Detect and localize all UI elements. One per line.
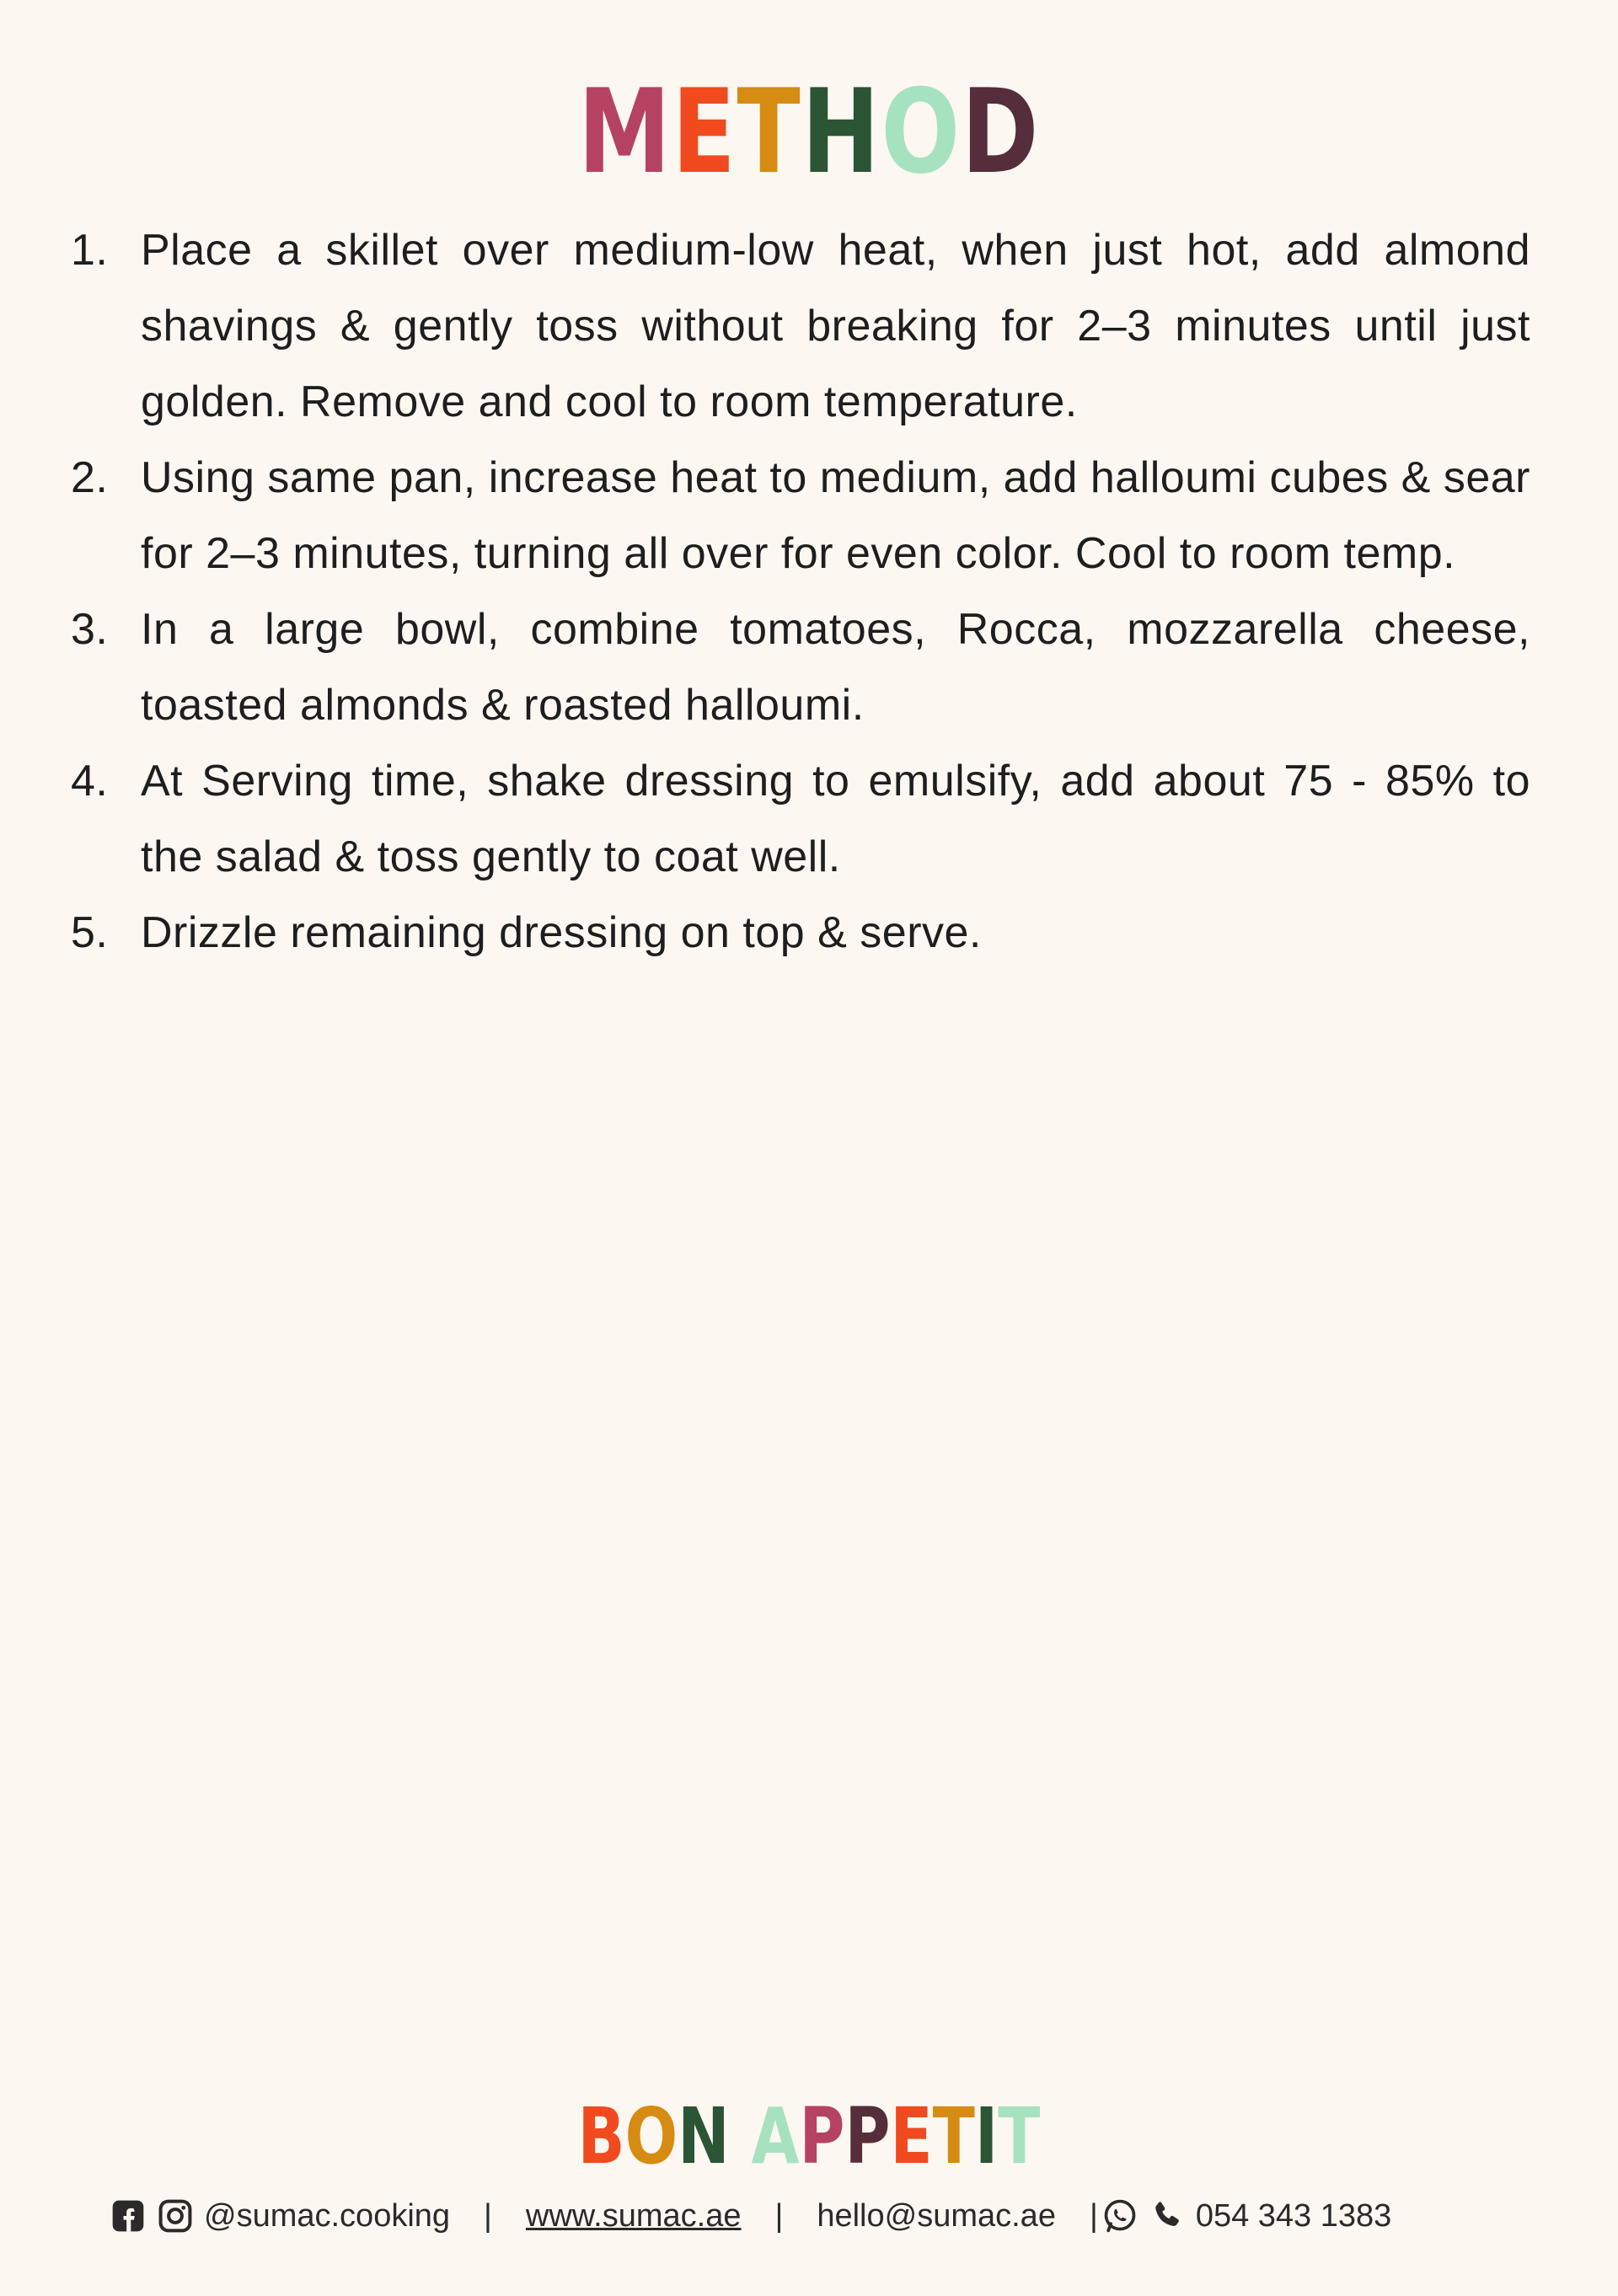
method-steps (0, 212, 1618, 971)
website-link[interactable]: www.sumac.ae (525, 2197, 742, 2234)
step-number: 4. (71, 757, 109, 805)
step-text: Using same pan, increase heat to medium, add halloumi cubes & sear for 2–3 minutes, turning all over for even color. Cool to room temp. (141, 453, 1530, 578)
social-handle[interactable]: @sumac.cooking (204, 2197, 451, 2234)
phone-number[interactable]: 054 343 1383 (1195, 2197, 1392, 2234)
footer-title-letter: P (844, 2091, 891, 2181)
footer-title-letter: T (998, 2091, 1041, 2181)
footer-title-letter: A (751, 2091, 800, 2181)
list-item (0, 440, 1618, 591)
footer-title-letter: N (678, 2091, 730, 2181)
separator: | (484, 2197, 492, 2234)
footer-title-letter: B (577, 2091, 625, 2181)
footer-title-letter: O (624, 2091, 678, 2181)
list-item (0, 212, 1618, 440)
title-letter: H (801, 64, 881, 200)
list-item (0, 895, 1618, 971)
footer-title-letter: I (974, 2091, 999, 2181)
email-link[interactable]: hello@sumac.ae (817, 2197, 1056, 2234)
footer-title-letter: E (890, 2091, 933, 2181)
step-number: 1. (71, 226, 109, 275)
footer-title (162, 2091, 1456, 2181)
contact-bar (110, 2197, 1542, 2234)
footer-title-letter: T (932, 2091, 975, 2181)
footer-title-letter (730, 2098, 752, 2176)
step-number: 3. (71, 605, 109, 654)
phone-icon (1149, 2197, 1186, 2234)
instagram-icon[interactable] (157, 2197, 194, 2234)
separator: | (1089, 2197, 1098, 2234)
list-item (0, 591, 1618, 743)
step-text: In a large bowl, combine tomatoes, Rocca, mozzarella cheese, toasted almonds & roasted halloumi. (141, 605, 1530, 730)
step-number: 2. (71, 453, 109, 502)
title-letter: M (577, 64, 672, 200)
step-number: 5. (71, 908, 109, 957)
title-letter: E (672, 64, 737, 200)
facebook-icon[interactable] (110, 2197, 147, 2234)
step-text: Drizzle remaining dressing on top & serve. (141, 908, 982, 957)
step-text: Place a skillet over medium-low heat, when just hot, add almond shavings & gently toss without breaking for 2–3 minutes until just golden. Remove and cool to room temperature. (141, 226, 1530, 426)
title-letter: O (881, 64, 962, 200)
footer-title-letter: P (799, 2091, 845, 2181)
whatsapp-icon[interactable] (1101, 2197, 1138, 2234)
title-letter: T (737, 64, 802, 200)
page-title (162, 64, 1456, 200)
title-letter: D (961, 64, 1041, 200)
list-item (0, 743, 1618, 895)
separator: | (774, 2197, 784, 2234)
step-text: At Serving time, shake dressing to emulsify, add about 75 - 85% to the salad & toss gently to coat well. (141, 757, 1530, 881)
